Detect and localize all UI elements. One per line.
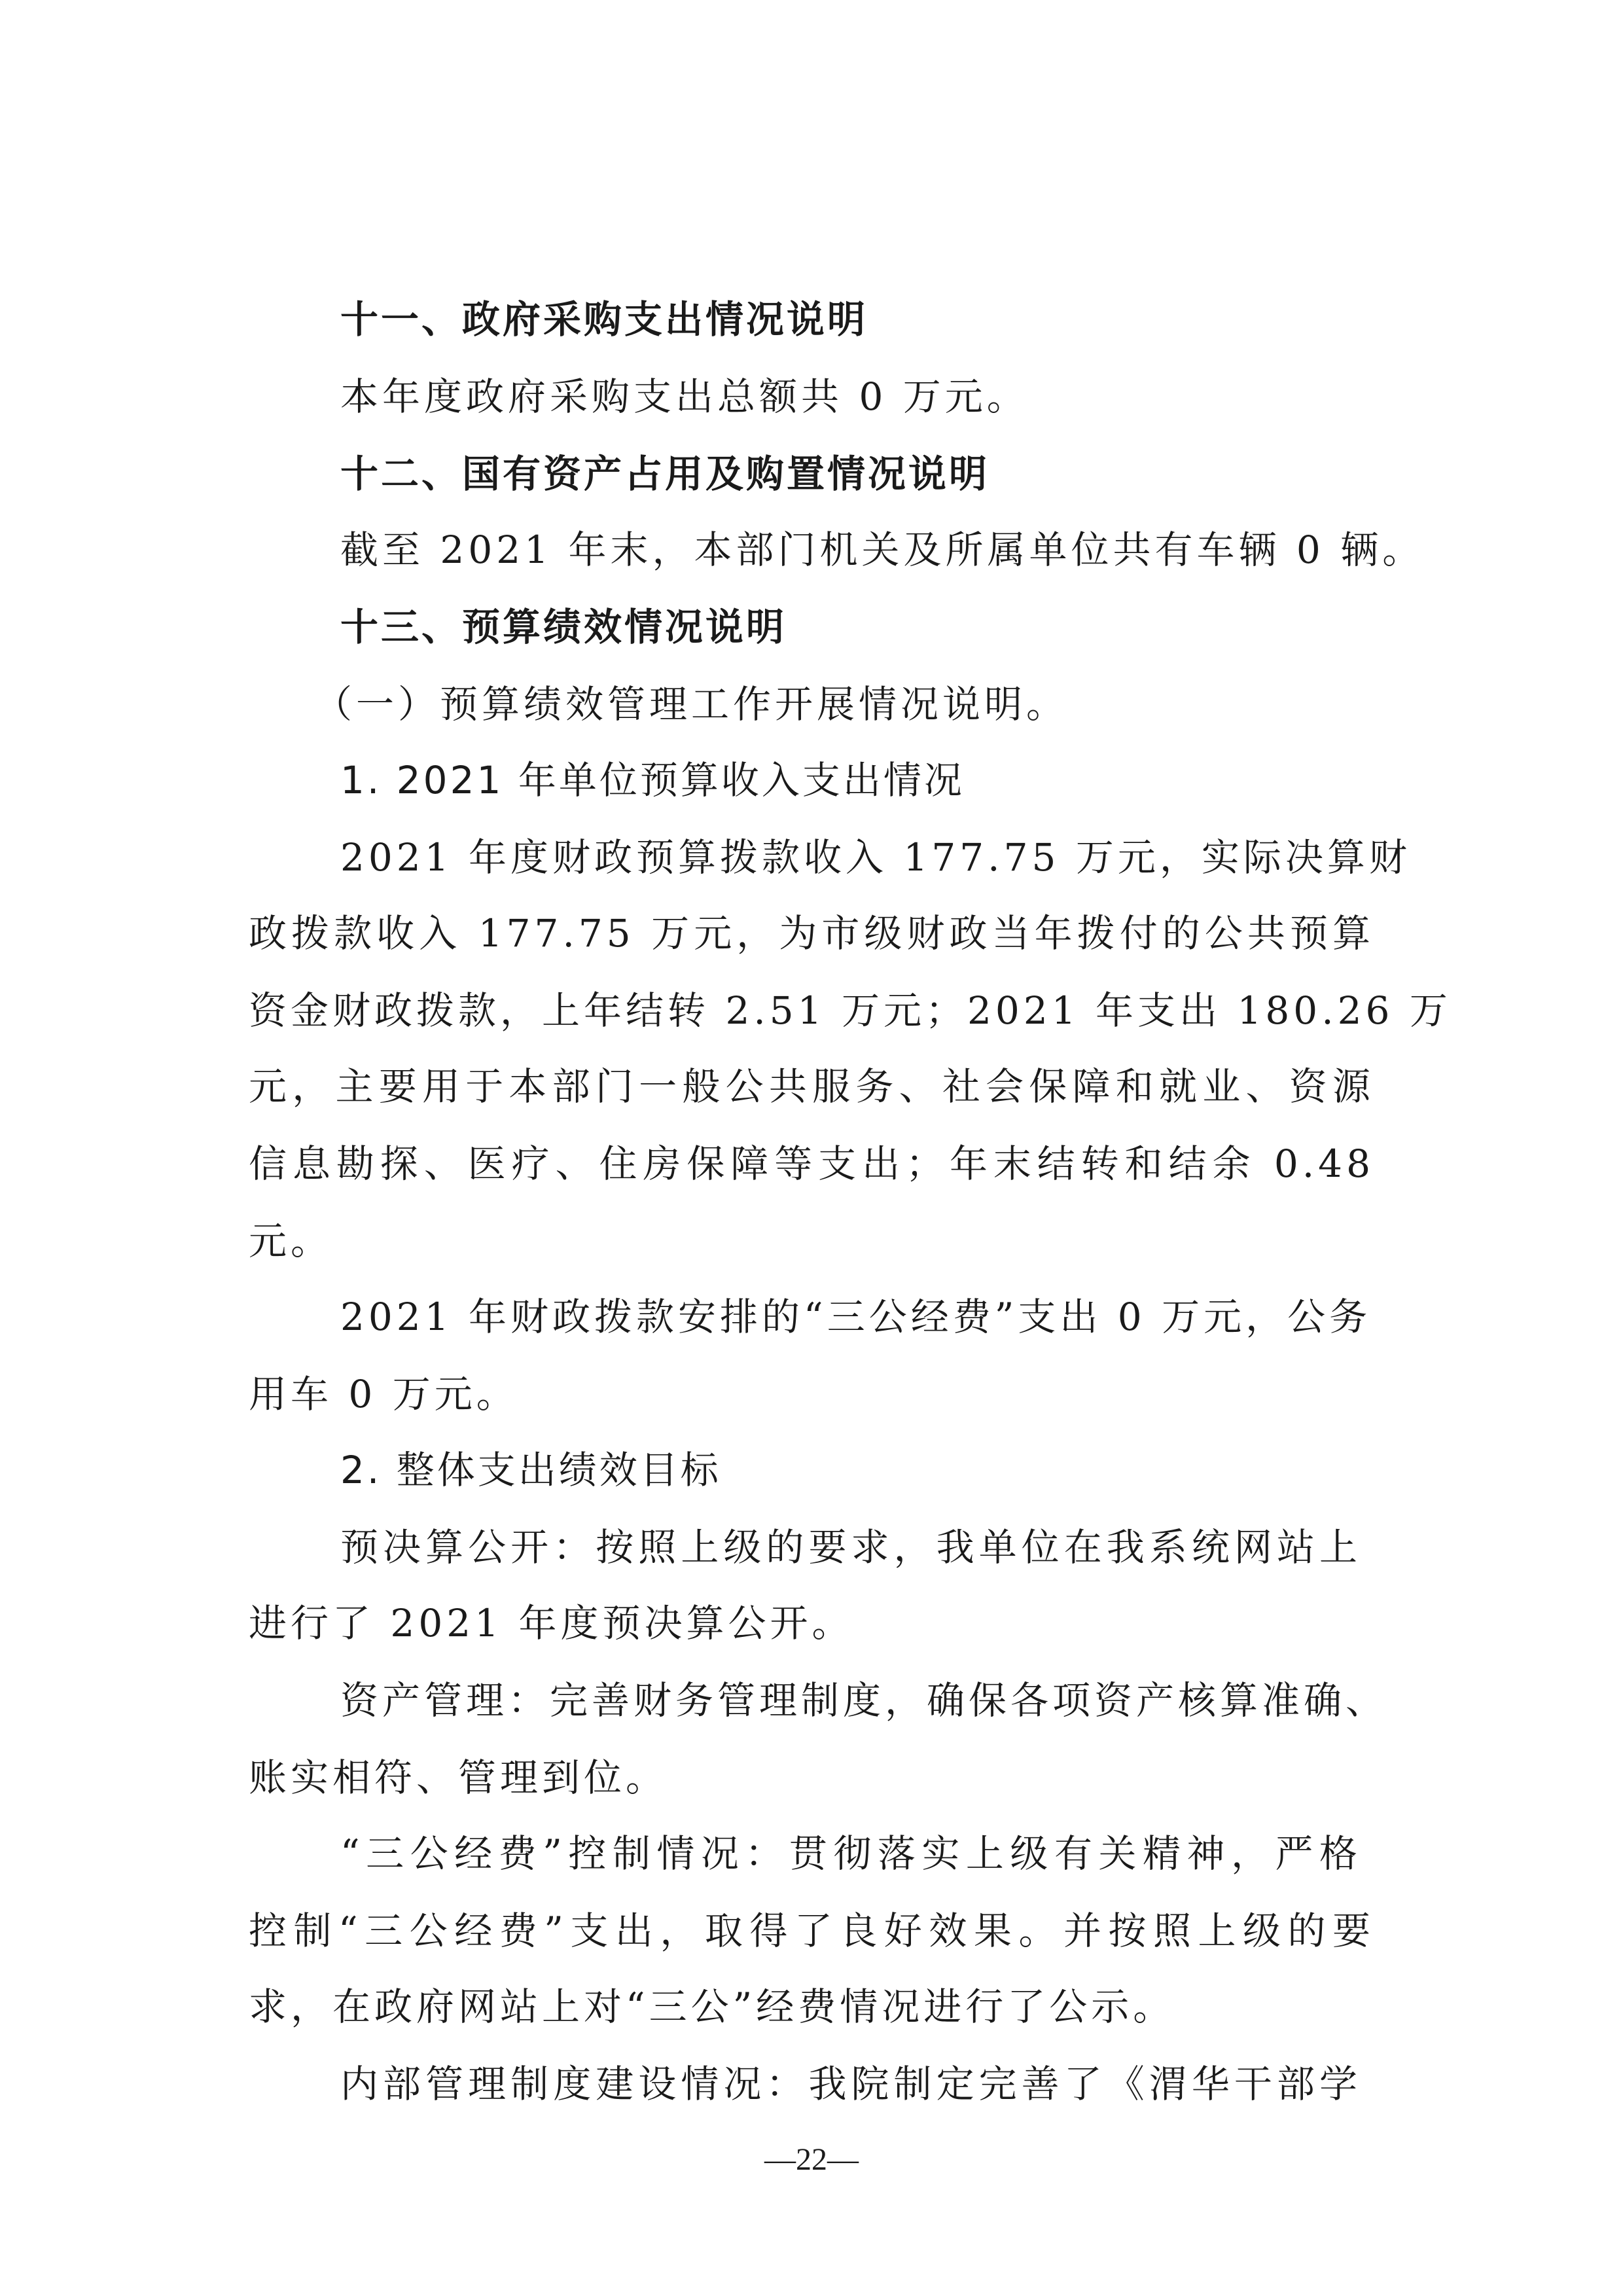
item-heading-2: 2. 整体支出绩效目标 [340,1448,721,1492]
paragraph-line: 资金财政拨款，上年结转 2.51 万元；2021 年支出 180.26 万 [249,988,1452,1033]
paragraph-line: 元。 [249,1219,333,1263]
paragraph-line: 信息勘探、医疗、住房保障等支出；年末结转和结余 0.48 [249,1141,1374,1186]
section-heading-12: 十二、国有资产占用及购置情况说明 [340,452,990,496]
paragraph-line: 2021 年财政拨款安排的“三公经费”支出 0 万元，公务 [340,1295,1372,1339]
paragraph-line: 元，主要用于本部门一般公共服务、社会保障和就业、资源 [249,1064,1374,1109]
paragraph-line: 控制“三公经费”支出，取得了良好效果。并按照上级的要 [249,1909,1374,1953]
page-number: —22— [764,2142,859,2177]
section-heading-13: 十三、预算绩效情况说明 [340,605,787,649]
paragraph-line: “三公经费”控制情况：贯彻落实上级有关精神，严格 [340,1831,1361,1876]
paragraph-line: 截至 2021 年末，本部门机关及所属单位共有车辆 0 辆。 [340,528,1425,572]
paragraph-line: 进行了 2021 年度预决算公开。 [249,1601,854,1645]
paragraph-line: 用车 0 万元。 [249,1372,518,1416]
paragraph-line: 账实相符、管理到位。 [249,1755,668,1800]
paragraph-line: 本年度政府采购支出总额共 0 万元。 [340,374,1029,419]
subsection-heading: （一）预算绩效管理工作开展情况说明。 [314,682,1069,726]
section-heading-11: 十一、政府采购支出情况说明 [340,297,868,342]
paragraph-line: 资产管理：完善财务管理制度，确保各项资产核算准确、 [340,1678,1388,1723]
paragraph-line: 2021 年度财政预算拨款收入 177.75 万元，实际决算财 [340,835,1411,880]
paragraph-line: 政拨款收入 177.75 万元，为市级财政当年拨付的公共预算 [249,911,1374,956]
paragraph-line: 预决算公开：按照上级的要求，我单位在我系统网站上 [340,1525,1361,1570]
paragraph-line: 内部管理制度建设情况：我院制定完善了《渭华干部学 [340,2062,1361,2106]
paragraph-line: 求，在政府网站上对“三公”经费情况进行了公示。 [249,1984,1175,2029]
item-heading-1: 1. 2021 年单位预算收入支出情况 [340,758,965,802]
